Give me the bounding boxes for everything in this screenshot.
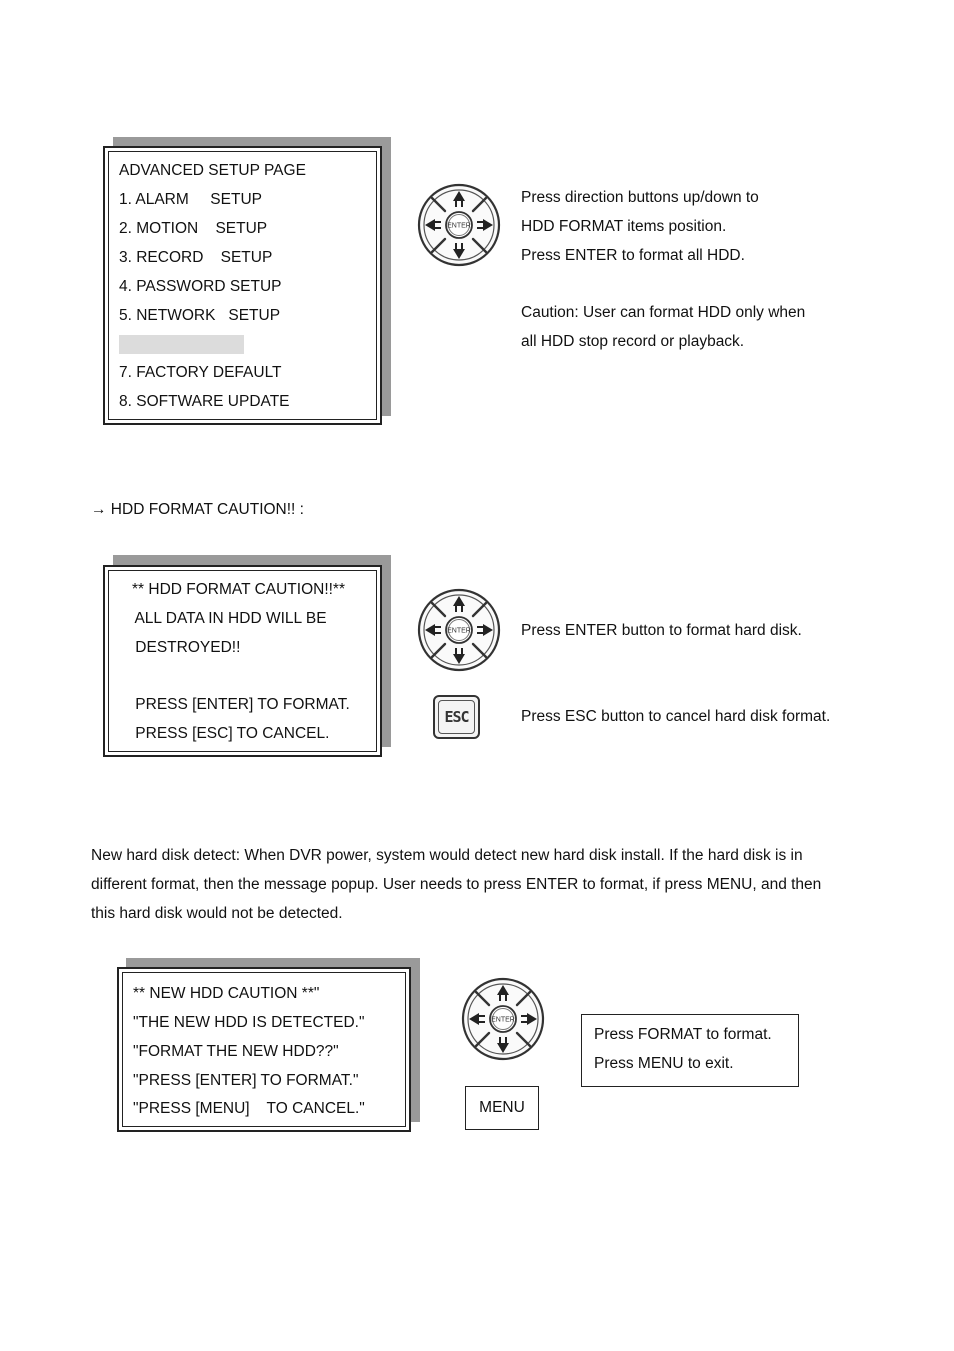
instruction-line-2: HDD FORMAT items position. [521, 218, 727, 235]
menu-item-software-update[interactable]: 8. SOFTWARE UPDATE [119, 393, 290, 410]
direction-pad-icon [460, 976, 546, 1062]
menu-item-record[interactable]: 3. RECORD SETUP [119, 249, 273, 266]
menu-item-factory-default[interactable]: 7. FACTORY DEFAULT [119, 364, 282, 381]
menu-item-alarm[interactable]: 1. ALARM SETUP [119, 191, 262, 208]
new-hdd-dialog-line-5: "PRESS [MENU] TO CANCEL." [133, 1100, 365, 1117]
svg-text:ENTER: ENTER [447, 627, 471, 635]
menu-button-label: MENU [479, 1099, 525, 1116]
menu-item-hdd-format-highlight[interactable] [119, 335, 244, 354]
new-hdd-paragraph-line-3: this hard disk would not be detected. [91, 905, 343, 922]
menu-item-motion[interactable]: 2. MOTION SETUP [119, 220, 268, 237]
new-hdd-dialog-line-2: "THE NEW HDD IS DETECTED." [133, 1014, 365, 1031]
caution-line-1: Caution: User can format HDD only when [521, 304, 806, 321]
hdd-format-caution-heading: → HDD FORMAT CAUTION!! : [91, 501, 304, 518]
new-hdd-dialog-line-4: "PRESS [ENTER] TO FORMAT." [133, 1072, 359, 1089]
esc-key-label: ESC [444, 708, 469, 726]
svg-text:ENTER: ENTER [491, 1016, 515, 1024]
new-hdd-dialog-line-3: "FORMAT THE NEW HDD??" [133, 1043, 339, 1060]
esc-button-icon[interactable] [433, 695, 480, 739]
menu-item-network[interactable]: 5. NETWORK SETUP [119, 307, 281, 324]
caution-dialog-line-1: ** HDD FORMAT CAUTION!!** [132, 581, 345, 598]
menu-item-password[interactable]: 4. PASSWORD SETUP [119, 278, 282, 295]
direction-pad-icon [416, 587, 502, 673]
menu-title: ADVANCED SETUP PAGE [119, 162, 306, 179]
caution-dialog-line-6: PRESS [ESC] TO CANCEL. [131, 725, 330, 742]
caution-dialog-line-5: PRESS [ENTER] TO FORMAT. [131, 696, 350, 713]
info-box-line-2: Press MENU to exit. [594, 1055, 734, 1072]
caution-dialog-line-2: ALL DATA IN HDD WILL BE [131, 610, 327, 627]
direction-pad-icon [416, 182, 502, 268]
caution-dialog-line-3: DESTROYED!! [131, 639, 241, 656]
new-hdd-paragraph-line-2: different format, then the message popup. User needs to press ENTER to format, if press MENU, and then [91, 876, 822, 893]
instruction-line-3: Press ENTER to format all HDD. [521, 247, 745, 264]
esc-instruction: Press ESC button to cancel hard disk format. [521, 708, 831, 725]
enter-instruction: Press ENTER button to format hard disk. [521, 622, 802, 639]
new-hdd-dialog-line-1: ** NEW HDD CAUTION **" [133, 985, 320, 1002]
instruction-line-1: Press direction buttons up/down to [521, 189, 759, 206]
menu-button[interactable] [465, 1086, 539, 1130]
info-box-line-1: Press FORMAT to format. [594, 1026, 772, 1043]
svg-text:ENTER: ENTER [447, 222, 471, 230]
new-hdd-paragraph-line-1: New hard disk detect: When DVR power, system would detect new hard disk install. If the hard disk is in [91, 847, 803, 864]
caution-line-2: all HDD stop record or playback. [521, 333, 745, 350]
